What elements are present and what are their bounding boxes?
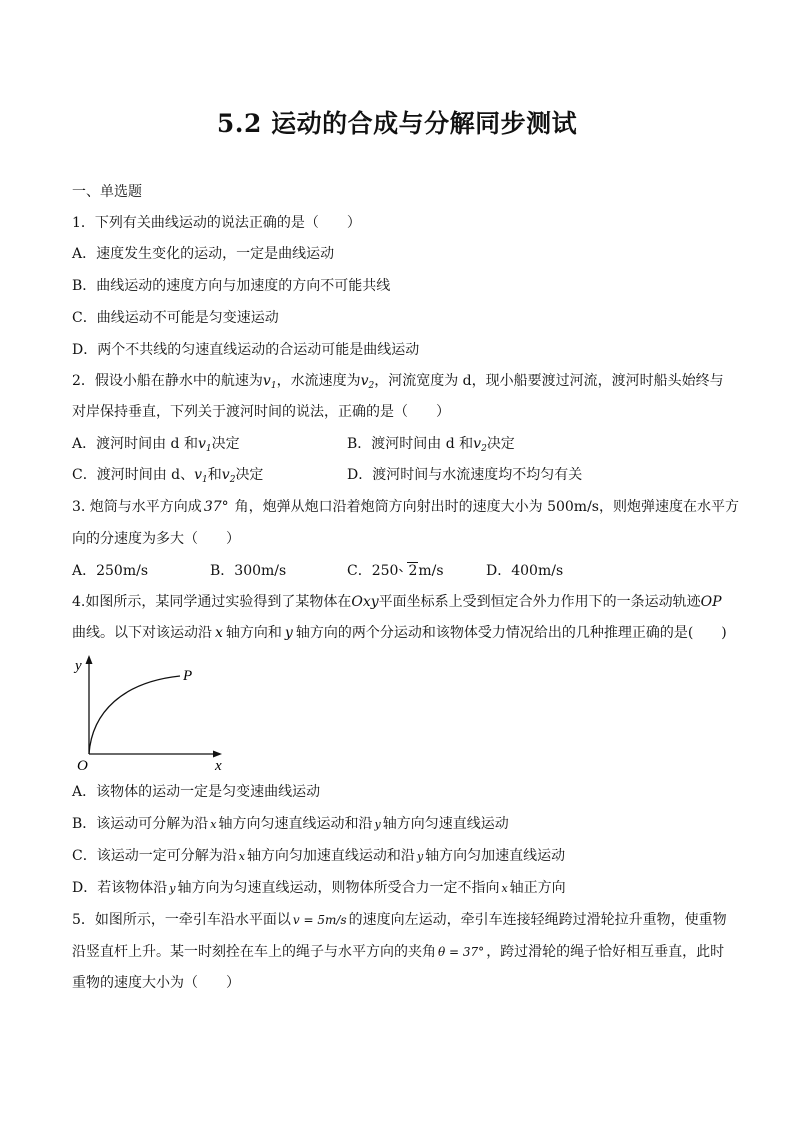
q2-b-text: B．渡河时间由 d 和 (347, 436, 474, 452)
q2-b-sub: 2 (481, 444, 487, 454)
q3-c-radicand: 2 (408, 563, 418, 579)
q4-d-b: 轴方向为匀速直线运动，则物体所受合力一定不指向 (177, 880, 500, 896)
q4-option-b[interactable] (72, 814, 509, 835)
q3-c-sqrt (398, 561, 418, 581)
q2-a-text: A．渡河时间由 d 和 (72, 436, 198, 452)
q4-line2-a: 曲线。以下对该运动沿 (72, 625, 212, 641)
q2-b-v2 (473, 436, 487, 452)
q4-line2-c: 轴方向的两个分运动和该物体受力情况给出的几种推理正确的是( ) (295, 625, 727, 641)
q2-c-v1-v: v (194, 467, 203, 483)
q5-stem (72, 910, 727, 930)
q4-c-y: y (416, 850, 424, 863)
q2-option-c[interactable] (72, 465, 263, 490)
q3-stem (72, 497, 739, 517)
q4-option-c[interactable] (72, 846, 565, 867)
fig-label-o: O (77, 758, 88, 774)
q4-d-y: y (169, 882, 176, 895)
q3-option-d[interactable]: D．400m/s (486, 563, 564, 579)
q2-v2-sub: 2 (368, 381, 375, 391)
q3-angle: 37° (203, 499, 229, 515)
q3-option-c[interactable] (347, 561, 444, 581)
fig-label-x: x (215, 758, 222, 774)
q5-theta: θ = 37° (438, 945, 485, 959)
q4-b-y: y (374, 818, 381, 831)
q2-b-v: v (473, 436, 482, 452)
q3-option-b[interactable]: B．300m/s (210, 563, 287, 579)
q2-c-v2-sub: 2 (229, 475, 236, 485)
q5-speed: v = 5m/s (292, 913, 347, 927)
q1-option-c[interactable]: C．曲线运动不可能是匀变速运动 (72, 310, 279, 326)
section-heading: 一、单选题 (72, 184, 142, 200)
q4-b-a: B．该运动可分解为沿 (72, 816, 209, 832)
q2-option-d[interactable]: D．渡河时间与水流速度均不均匀有关 (347, 467, 583, 483)
q5-line2-b: ，跨过滑轮的绳子恰好相互垂直，此时 (486, 944, 725, 960)
q1-option-a[interactable]: A．速度发生变化的运动，一定是曲线运动 (72, 246, 335, 262)
q2-option-b[interactable] (347, 434, 515, 459)
q3-stem-a: 3. 炮筒与水平方向成 (72, 499, 202, 515)
q4-line2-b: 轴方向和 (225, 625, 282, 641)
fig-label-p: P (183, 668, 193, 684)
q5-stem-b: 的速度向左运动，牵引车连接轻绳跨过滑轮拉升重物，使重物 (348, 912, 727, 928)
q4-d-c: 轴正方向 (509, 880, 566, 896)
q4-line2-x: x (215, 625, 223, 641)
q5-stem-a: 5．如图所示，一牵引车沿水平面以 (72, 912, 291, 928)
q2-b-decide: 决定 (486, 436, 515, 452)
q4-c-a: C．该运动一定可分解为沿 (72, 848, 237, 864)
q2-c-and: 和 (207, 467, 222, 483)
q4-d-x: x (501, 882, 508, 895)
q2-a-decide: 决定 (211, 436, 240, 452)
q1-stem: 1．下列有关曲线运动的说法正确的是（ ） (72, 215, 361, 231)
q4-stem-a: 4.如图所示，某同学通过实验得到了某物体在 (72, 594, 352, 610)
q2-a-v1 (198, 436, 212, 452)
q2-c-decide: 决定 (235, 467, 264, 483)
q4-oxy: Oxy (351, 594, 379, 610)
q4-b-b: 轴方向匀速直线运动和沿 (218, 816, 373, 832)
q4-b-c: 轴方向匀速直线运动 (382, 816, 509, 832)
q4-c-x: x (238, 850, 245, 863)
q4-d-a: D．若该物体沿 (72, 880, 168, 896)
q1-option-b[interactable]: B．曲线运动的速度方向与加速度的方向不可能共线 (72, 278, 391, 294)
q2-c-v1-sub: 1 (202, 475, 208, 485)
y-axis-arrow (86, 655, 93, 664)
q2-stem-c: ，河流宽度为 d，现小船要渡过河流，渡河时船头始终与 (374, 373, 724, 389)
q2-v2-v: v (360, 373, 369, 389)
q2-c-text: C．渡河时间由 d、 (72, 467, 195, 483)
q2-option-a[interactable] (72, 434, 240, 459)
q2-v1 (263, 373, 277, 389)
fig-label-y: y (75, 658, 82, 674)
q3-c-text: C．250 (347, 563, 399, 579)
q3-option-a[interactable]: A．250m/s (72, 563, 149, 579)
q2-stem-a: 2．假设小船在静水中的航速为 (72, 373, 263, 389)
q5-stem-line3: 重物的速度大小为（ ） (72, 975, 240, 991)
q3-stem-b: 角，炮弹从炮口沿着炮筒方向射出时的速度大小为 500m/s，则炮弹速度在水平方 (234, 499, 739, 515)
q2-c-v1 (194, 467, 208, 483)
q2-a-sub: 1 (205, 444, 212, 454)
q3-stem-line2: 向的分速度为多大（ ） (72, 531, 240, 547)
page-title: 5.2 运动的合成与分解同步测试 (216, 109, 578, 138)
q4-c-b: 轴方向匀加速直线运动和沿 (246, 848, 415, 864)
q4-stem-b: 平面坐标系上受到恒定合外力作用下的一条运动轨迹 (378, 594, 701, 610)
q2-a-v: v (197, 436, 206, 452)
q2-stem-b: ，水流速度为 (276, 373, 361, 389)
q2-v2 (361, 373, 375, 389)
q3-c-unit: m/s (418, 563, 444, 579)
q2-stem-line2: 对岸保持垂直，下列关于渡河时间的说法，正确的是（ ） (72, 404, 450, 420)
q4-op: OP (700, 594, 722, 610)
q4-option-a[interactable]: A．该物体的运动一定是匀变速曲线运动 (72, 784, 321, 800)
q1-option-d[interactable]: D．两个不共线的匀速直线运动的合运动可能是曲线运动 (72, 342, 420, 358)
q4-stem (72, 592, 722, 612)
q4-line2-y: y (284, 625, 293, 641)
trajectory-curve (89, 676, 180, 754)
q2-c-v2 (222, 467, 236, 483)
trajectory-figure (68, 652, 238, 776)
q4-stem-line2 (72, 623, 727, 643)
q2-stem (72, 371, 724, 396)
x-axis-arrow (213, 751, 222, 758)
q4-option-d[interactable] (72, 878, 566, 899)
q4-c-c: 轴方向匀加速直线运动 (425, 848, 566, 864)
q2-v1-v: v (262, 373, 271, 389)
q5-stem-line2 (72, 942, 724, 962)
q4-b-x: x (210, 818, 217, 831)
q2-c-v2-v: v (221, 467, 230, 483)
q5-line2-a: 沿竖直杆上升。某一时刻拴在车上的绳子与水平方向的夹角 (72, 944, 436, 960)
q2-v1-sub: 1 (270, 381, 277, 391)
